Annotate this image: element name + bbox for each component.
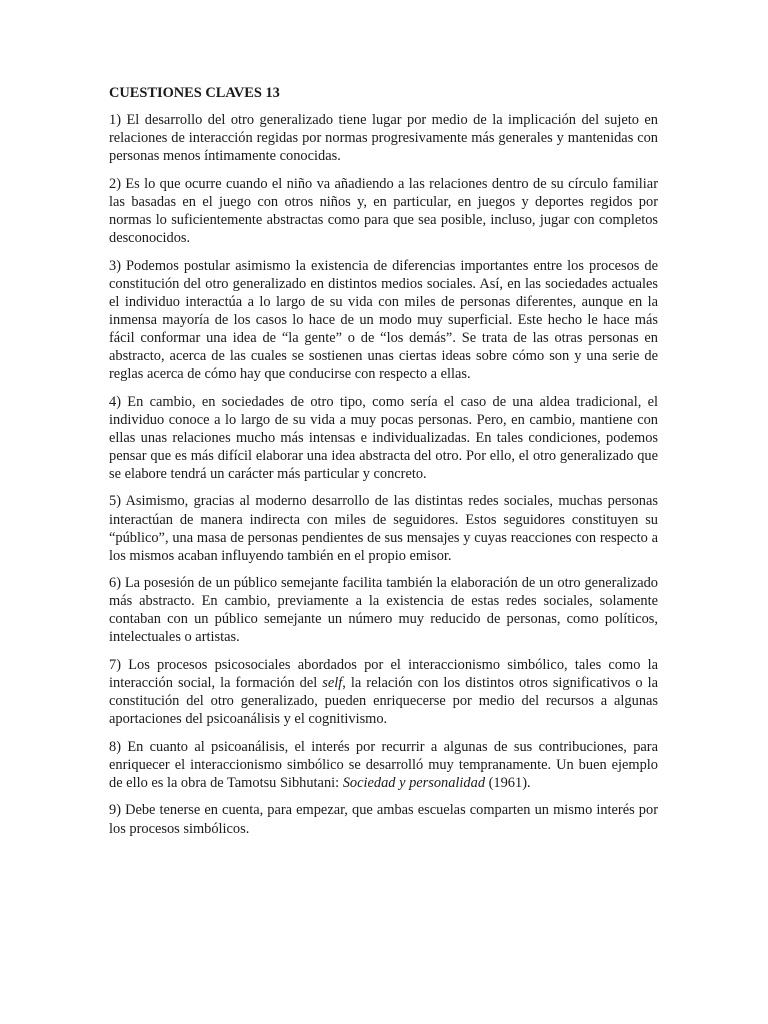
- paragraph-5: 5) Asimismo, gracias al moderno desarrollo de las distintas redes sociales, muchas personas interactúan de manera indirecta con miles de seguidores. Estos seguidores constituyen su “público”, una masa de personas pendientes de sus mensajes y cuyas reacciones con respecto a los mismos acaban influyendo también en el propio emisor.: [109, 493, 658, 564]
- paragraph-8-text-after: (1961).: [485, 774, 531, 791]
- paragraph-7-italic-term: self: [322, 675, 343, 692]
- paragraph-8-text-before: 8) En cuanto al psicoanálisis, el interés por recurrir a algunas de sus contribuciones, para enriquecer el interaccionismo simbólico se desarrolló muy tempranamente. Un buen ejemplo de ello es la obra de Tamotsu Sibhutani:: [109, 738, 658, 791]
- paragraph-7-text-after: , la relación con los distintos otros significativos o la constitución del otro generalizado, pueden enriquecerse por medio del recursos a algunas aportaciones del psicoanálisis y el cognitivismo.: [109, 675, 658, 728]
- document-page: [109, 84, 658, 847]
- paragraph-2: 2) Es lo que ocurre cuando el niño va añadiendo a las relaciones dentro de su círculo familiar las basadas en el juego con otros niños y, en particular, en juegos y deportes regidos por normas lo suficientemente abstractas como para que sea posible, incluso, jugar con completos desconocidos.: [109, 175, 658, 247]
- paragraph-4: 4) En cambio, en sociedades de otro tipo, como sería el caso de una aldea tradicional, el individuo conoce a lo largo de su vida a muy pocas personas. Pero, en cambio, mantiene con ellas unas relaciones mucho más intensas e individualizadas. En tales condiciones, podemos pensar que es más difícil elaborar una idea abstracta del otro. Por ello, el otro generalizado que se elabore tendrá un carácter más particular y concreto.: [109, 393, 658, 482]
- paragraph-8: [109, 738, 658, 792]
- paragraph-9: 9) Debe tenerse en cuenta, para empezar, que ambas escuelas comparten un mismo interés por los procesos simbólicos.: [109, 802, 658, 837]
- paragraph-7: [109, 656, 658, 728]
- paragraph-1: 1) El desarrollo del otro generalizado tiene lugar por medio de la implicación del sujeto en relaciones de interacción regidas por normas progresivamente más generales y mantenidas con personas menos íntimamente conocidas.: [109, 112, 658, 165]
- paragraph-7-text-before: 7) Los procesos psicosociales abordados por el interaccionismo simbólico, tales como la interacción social, la formación del: [109, 656, 658, 692]
- paragraph-8-book-title: Sociedad y personalidad: [342, 774, 486, 791]
- paragraph-3: 3) Podemos postular asimismo la existencia de diferencias importantes entre los procesos de constitución del otro generalizado en distintos medios sociales. Así, en las sociedades actuales el individuo interactúa a lo largo de su vida con miles de personas diferentes, aunque en la inmensa mayoría de los casos lo hace de un modo muy superficial. Este hecho le hace más fácil conformar una idea de “la gente” o de “los demás”. Se trata de las otras personas en abstracto, acerca de las cuales se sostienen unas ciertas ideas sobre cómo son y una serie de reglas acerca de cómo hay que conducirse con respecto a ellas.: [109, 257, 658, 383]
- paragraph-6: 6) La posesión de un público semejante facilita también la elaboración de un otro generalizado más abstracto. En cambio, previamente a la existencia de estas redes sociales, solamente contaban con un público semejante un número muy reducido de personas, como políticos, intelectuales o artistas.: [109, 575, 658, 646]
- document-title: CUESTIONES CLAVES 13: [109, 85, 280, 101]
